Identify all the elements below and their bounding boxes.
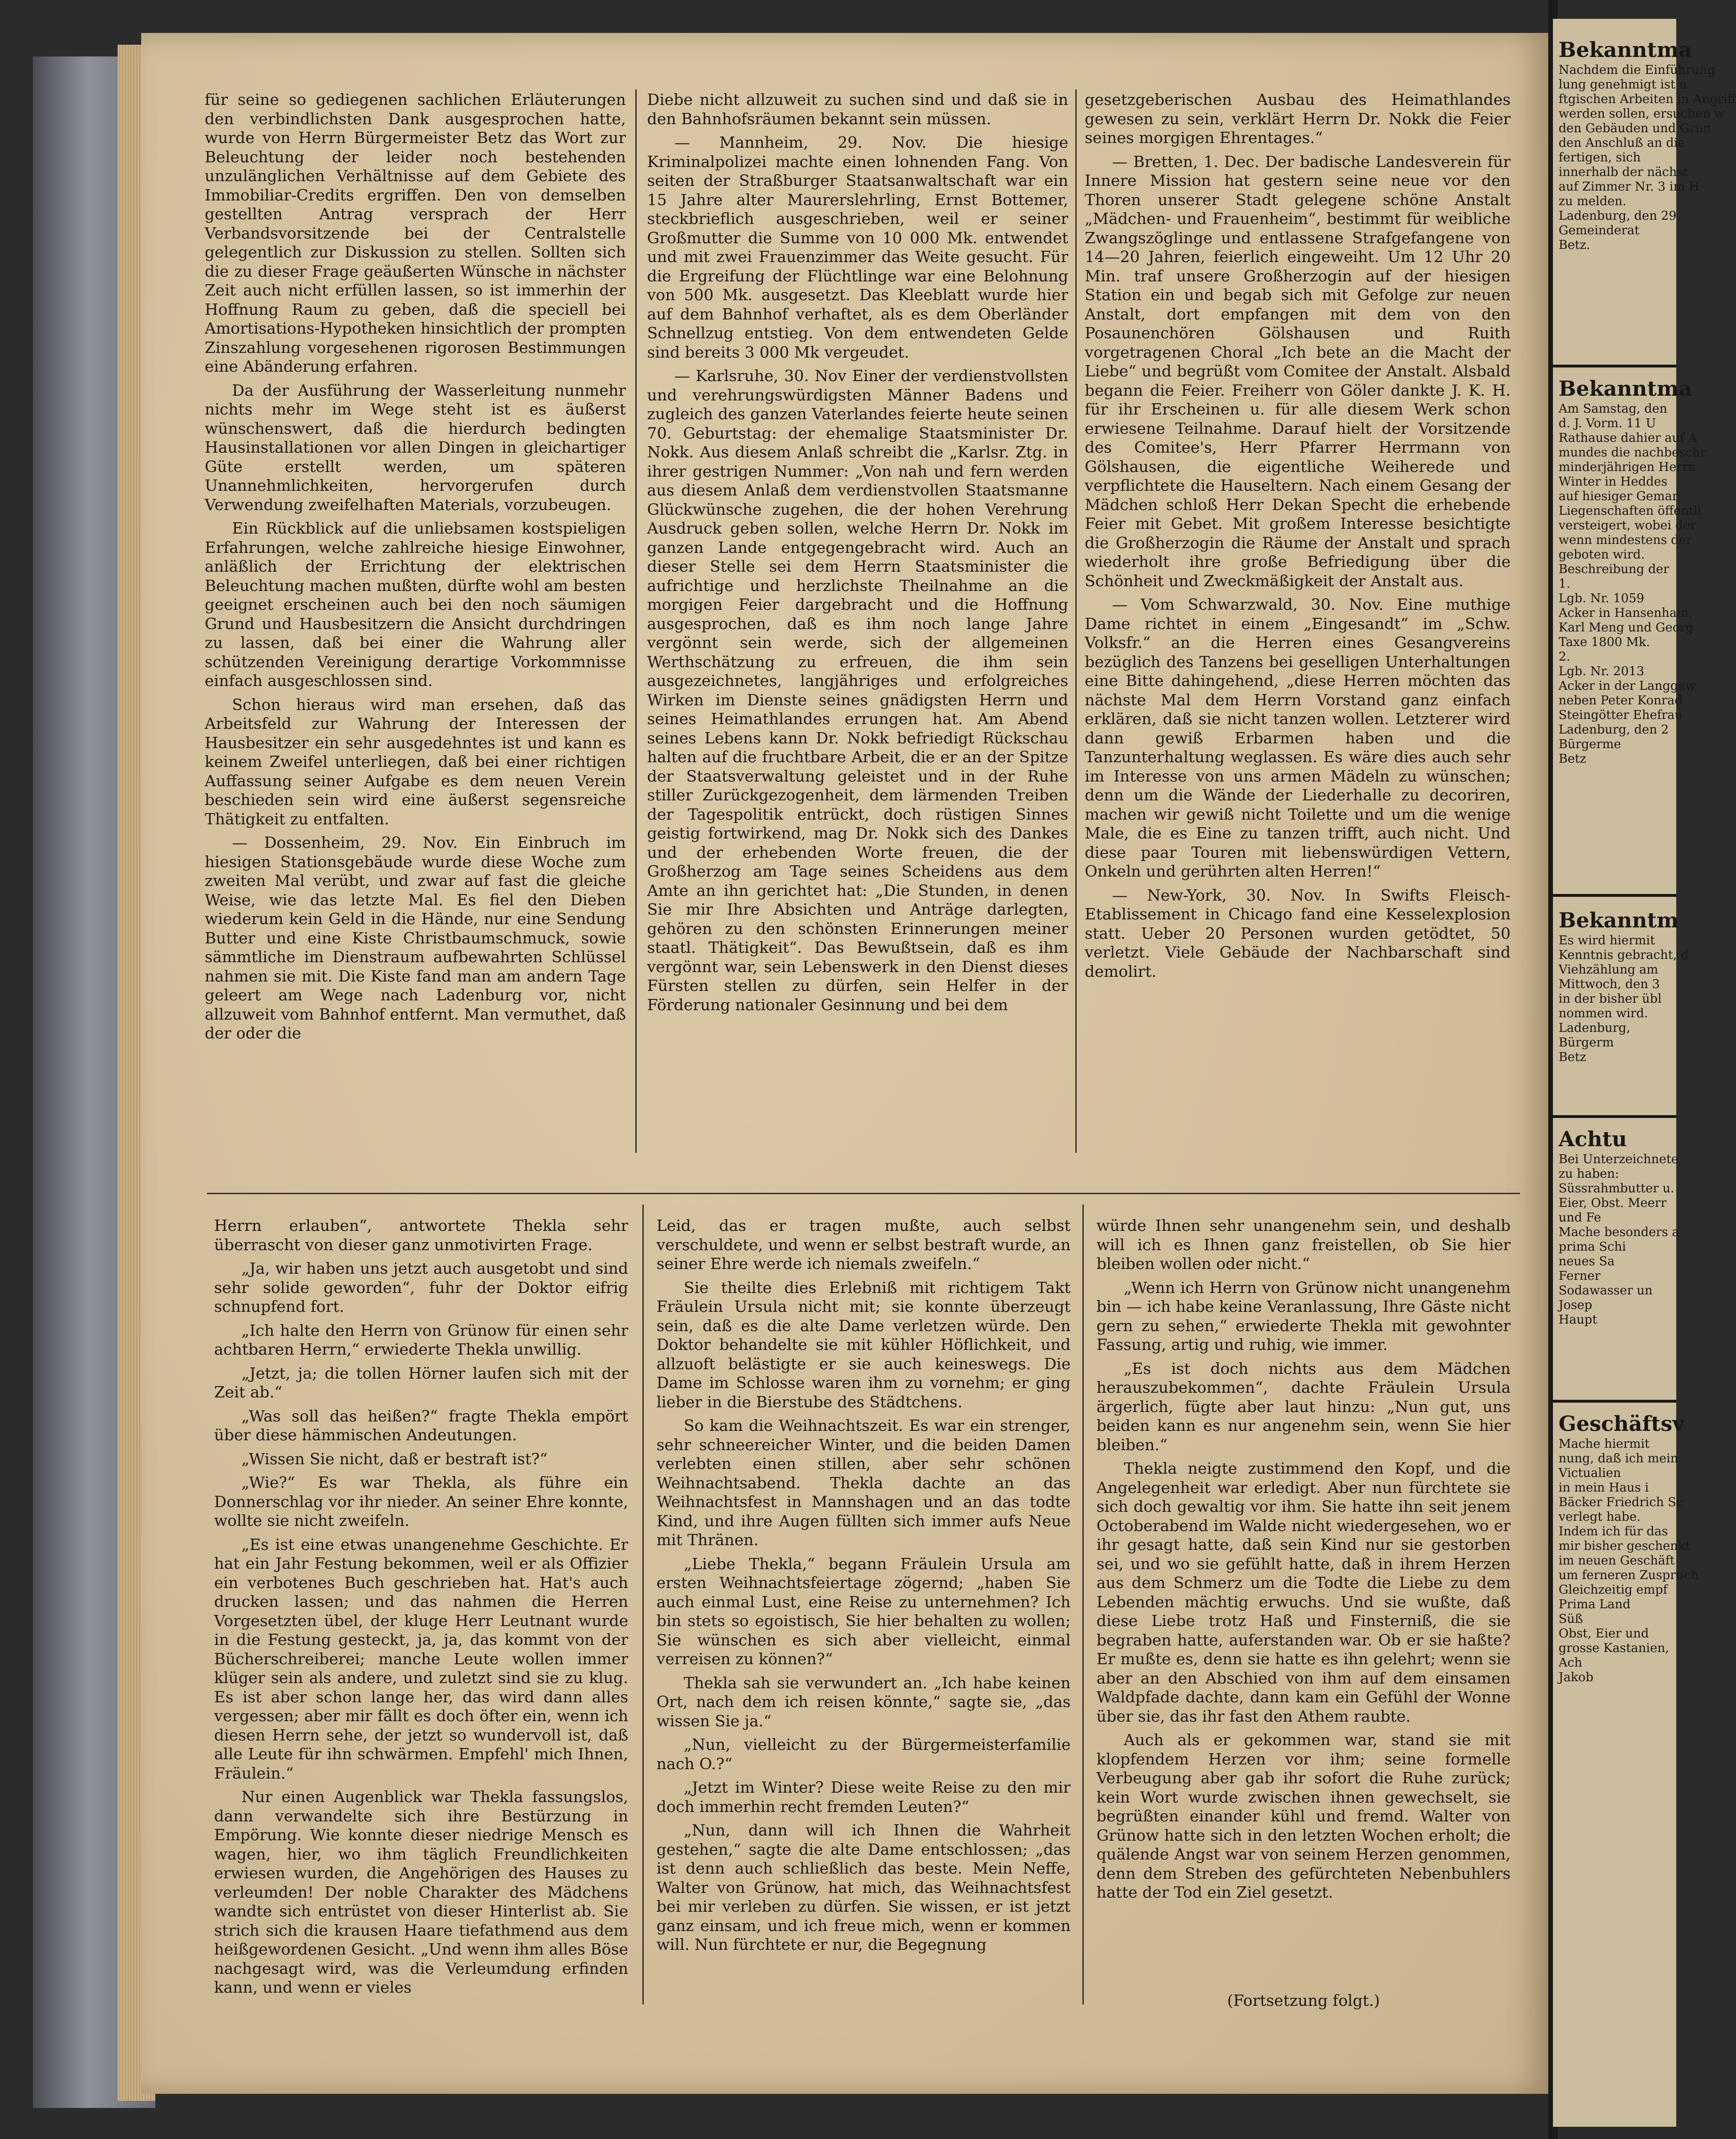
notice-divider: [1553, 1400, 1676, 1403]
paragraph: Herrn erlauben“, antwortete Thekla sehr überrascht von dieser ganz unmotivirten Frage.: [214, 1216, 628, 1254]
lower-column-1: [214, 1216, 628, 2000]
notice-line: Sodawasser un: [1559, 1284, 1653, 1298]
notice-line: Bäcker Friedrich Sc: [1559, 1495, 1683, 1509]
paragraph: So kam die Weihnachtszeit. Es war ein strenger, sehr schneereicher Winter, und die beiden Damen verlebten einen stillen, aber sehr schönen Weihnachtsabend. Thekla dachte an das Weihnachtsfest in Mannshagen und an das todte Kind, und ihre Augen füllten sich immer aufs Neue mit Thränen.: [656, 1416, 1071, 1549]
notice-line: Eier, Obst. Meerr: [1559, 1196, 1667, 1210]
notice-divider: [1553, 365, 1676, 367]
paragraph: — Bretten, 1. Dec. Der badische Landesverein für Innere Mission hat gestern seine neue vor den Thoren unserer Stadt gelegene schöne Anstalt „Mädchen- und Frauenheim“, bestimmt für weibliche Zwangszöglinge und entlassene Strafgefangene von 14—20 Jahren, feierlich eingeweiht. Um 12 Uhr 20 Min. traf unsere Großherzogin auf der hiesigen Station ein und begab sich mit Gefolge zur neuen Anstalt, dort empfangen mit dem von den Posaunenchören Gölshausen und Ruith vorgetragenen Choral „Ich bete an die Macht der Liebe“ und begrüßt vom Comitee der Anstalt. Alsbald begann die Feier. Freiherr von Göler dankte J. K. H. für ihr Erscheinen u. für alle diesem Werk schon erwiesene Teilnahme. Darauf hielt der Vorsitzende des Comitee's, Herr Pfarrer Herrmann von Gölshausen, die eigentliche Weiherede und verpflichtete die Hauseltern. Nach einem Gesang der Mädchen schloß Herr Dekan Specht die erhebende Feier mit Gebet. Mit großem Interesse besichtigte die Großherzogin die Räume der Anstalt und sprach wiederholt ihre große Befriedigung über die Schönheit und Zweckmäßigkeit der Anstalt aus.: [1085, 152, 1511, 590]
notice-line: im neuen Geschäft: [1559, 1554, 1675, 1568]
notice-block-5: [1559, 1412, 1699, 2117]
paragraph: Ein Rückblick auf die unliebsamen kostspieligen Erfahrungen, welche zahlreiche hiesige Einwohner, anläßlich der Errichtung der elektrischen Beleuchtung machen mußten, dürfte wohl am besten geeignet erscheinen auch bei den noch säumigen Grund und Hausbesitzern die Ansicht durchdringen zu lassen, daß bei einer die Wahrung aller schützenden Vereinigung derartige Vorkommnisse einfach ausgeschlossen sind.: [205, 519, 626, 690]
notice-line: in mein Haus i: [1559, 1481, 1649, 1495]
notice-line: Victualien: [1559, 1466, 1621, 1480]
notice-line: Haupt: [1559, 1313, 1598, 1327]
paragraph: Leid, das er tragen mußte, auch selbst verschuldete, und wenn er selbst bestraft wurde, an seiner Ehre werde ich niemals zweifeln.“: [656, 1216, 1071, 1273]
notice-line: Beschreibung der: [1559, 562, 1669, 576]
lower-column-2: [656, 1216, 1071, 2000]
notice-block-1: [1559, 38, 1736, 358]
paragraph: — Vom Schwarzwald, 30. Nov. Eine muthige Dame richtet in einem „Eingesandt“ im „Schw. Volksfr.“ an die Herren eines Gesangvereins bezüglich des Tanzens bei geselligen Unterhaltungen eine Bitte dahingehend, „diese Herren möchten das nächste Mal dem Herrn Vorstand ganz einfach erklären, daß sie nicht tanzen wollen. Letzterer wird dann gewiß Erbarmen haben und die Tanzunterhaltung weglassen. Es wäre dies auch sehr im Interesse von uns armen Mädeln zu wünschen; denn um die Wände der Liederhalle zu decoriren, machen wir gewiß nicht Toilette und um die wenige Male, die es Eine zu tanzen trifft, auch nicht. Und diese paar Touren mit liebenswürdigen Vettern, Onkeln und gerührten alten Herren!“: [1085, 595, 1511, 880]
notice-line: Lgb. Nr. 1059: [1559, 591, 1645, 606]
notice-title: Bekanntma: [1559, 38, 1692, 62]
notice-line: Winter in Heddes: [1559, 475, 1668, 489]
notice-title: Bekanntma: [1559, 377, 1692, 401]
notice-line: und Fe: [1559, 1211, 1601, 1225]
notice-line: Kenntnis gebracht, d: [1559, 948, 1689, 962]
notice-line: auf Zimmer Nr. 3 im H: [1559, 180, 1700, 194]
paragraph: — New-York, 30. Nov. In Swifts Fleisch-Etablissement in Chicago fand eine Kesselexplosion statt. Ueber 20 Personen wurden getödtet, 50 verletzt. Viele Gebäude der Nachbarschaft sind demolirt.: [1085, 886, 1511, 981]
paragraph: Auch als er gekommen war, stand sie mit klopfendem Herzen vor ihm; seine formelle Verbeugung aber gab ihr sofort die Ruhe zurück; kein Wort wurde zwischen ihnen gewechselt, sie begrüßten einander kühl und fremd. Walter von Grünow hatte sich in den letzten Wochen erholt; die quälende Angst war von seinem Herzen genommen, denn dem Streben des gefürchteten Nebenbuhlers hatte der Tod ein Ziel gesetzt.: [1096, 1731, 1511, 1901]
upper-column-3: [1085, 90, 1511, 1151]
paragraph: würde Ihnen sehr unangenehm sein, und deshalb will ich es Ihnen ganz freistellen, ob Sie hier bleiben wollen oder nicht.“: [1096, 1216, 1511, 1273]
notice-line: Prima Land: [1559, 1597, 1631, 1612]
notice-line: Süß: [1559, 1612, 1583, 1626]
paragraph: Thekla sah sie verwundert an. „Ich habe keinen Ort, nach dem ich reisen könnte,“ sagte sie, „das wissen Sie ja.“: [656, 1673, 1071, 1730]
notice-title: Bekanntm: [1559, 909, 1679, 933]
notice-divider: [1553, 894, 1676, 897]
notice-line: Josep: [1559, 1298, 1592, 1312]
notice-line: nung, daß ich mein: [1559, 1452, 1679, 1466]
notice-line: Acker in der Langgew: [1559, 679, 1696, 693]
notice-line: Bürgerm: [1559, 1036, 1614, 1050]
notice-line: Nachdem die Einführung: [1559, 63, 1715, 77]
notice-line: neben Peter Konrad: [1559, 694, 1683, 708]
notice-line: Gleichzeitig empf: [1559, 1583, 1668, 1597]
paragraph: „Liebe Thekla,“ begann Fräulein Ursula am ersten Weihnachtsfeiertage zögernd; „haben Sie auch einmal Lust, eine Reise zu unternehmen? Ich bin stets so egoistisch, Sie hier behalten zu wollen; Sie wünschen es sich aber vielleicht, einmal verreisen zu können?“: [656, 1554, 1071, 1668]
notice-line: Viehzählung am: [1559, 963, 1658, 977]
notice-line: ftgischen Arbeiten in Angriff: [1559, 92, 1736, 106]
paragraph: „Jetzt im Winter? Diese weite Reise zu den mir doch immerhin recht fremden Leuten?“: [656, 1778, 1071, 1816]
section-divider: [207, 1193, 1520, 1194]
notice-line: Obst, Eier und: [1559, 1627, 1649, 1641]
column-divider: [635, 89, 637, 1153]
notice-line: Karl Meng und Georg: [1559, 621, 1694, 635]
notice-line: zu melden.: [1559, 194, 1627, 208]
column-divider: [642, 1205, 644, 2004]
paragraph: Schon hieraus wird man ersehen, daß das Arbeitsfeld zur Wahrung der Interessen der Hausbesitzer ein sehr ausgedehntes ist und kann es keinem Zweifel unterliegen, daß bei einer richtigen Auffassung seiner Aufgabe es dem neuen Verein beschieden sein wird eine äußerst segensreiche Thätigkeit zu entfalten.: [205, 695, 626, 828]
paragraph: Thekla neigte zustimmend den Kopf, und die Angelegenheit war erledigt. Aber nun fürchtete sie sich doch gewaltig vor ihm. Sie hatte ihn seit jenem Octoberabend im Walde nicht wiedergesehen, wo er ihr gesagt hatte, daß sein Kind nur sie gestorben sei, und wo sie gefühlt hatte, daß in ihrem Herzen aus dem Schmerz um die Todte die Liebe zu dem Lebenden mächtig erwuchs. Und sie wußte, daß diese Liebe trotz Haß und Finsterniß, die sie begraben hatte, auferstanden war. Ob er sie haßte? Er mußte es, denn sie hatte es ihn gelehrt; wenn sie aber an den Abschied von ihm auf dem einsamen Waldpfade dachte, dann kam ein Gefühl der Wonne über sie, das ihr fast den Athem raubte.: [1096, 1459, 1511, 1725]
paragraph: „Was soll das heißen?“ fragte Thekla empört über diese hämmischen Andeutungen.: [214, 1406, 628, 1444]
paragraph: für seine so gediegenen sachlichen Erläuterungen den verbindlichsten Dank ausgesprochen hatte, wurde von Herrn Bürgermeister Betz das Wort zur Beleuchtung der leider noch bestehenden unzulänglichen Verhältnisse auf dem Gebiete des Immobiliar-Credits ergriffen. Den von demselben gestellten Antrag versprach der Herr Verbandsvorsitzende bei der Centralstelle gelegentlich zur Diskussion zu stellen. Sollten sich die zu dieser Frage geäußerten Wünsche in nächster Zeit auch nicht erfüllen lassen, so ist immerhin der Hoffnung Raum zu geben, daß die speciell bei Amortisations-Hypotheken hinsichtlich der prompten Zinszahlung vorgesehenen rigorosen Bestimmungen eine Abänderung erfahren.: [205, 90, 626, 375]
notice-line: Betz: [1559, 752, 1586, 766]
notice-line: Ach: [1559, 1656, 1583, 1670]
next-page-strip: [1553, 19, 1736, 2127]
notice-line: innerhalb der nächst: [1559, 165, 1688, 179]
notice-line: Süssrahmbutter u.: [1559, 1181, 1674, 1196]
column-divider: [1075, 89, 1077, 1153]
notice-line: Acker in Hansenhain,: [1559, 606, 1693, 620]
notice-line: grosse Kastanien,: [1559, 1641, 1669, 1655]
paragraph: — Mannheim, 29. Nov. Die hiesige Kriminalpolizei machte einen lohnenden Fang. Von seiten der Straßburger Staatsanwaltschaft war ein 15 Jahre alter Maurerslehrling, Ernst Bottemer, steckbrieflich ausgeschrieben, weil er seiner Großmutter die Summe von 10 000 Mk. entwendet und mit zwei Frauenzimmer das Weite gesucht. Für die Ergreifung der Flüchtlinge war eine Belohnung von 500 Mk. ausgesetzt. Das Kleeblatt wurde hier auf dem Bahnhof verhaftet, als es dem Oberländer Schnellzug entstieg. Von dem entwendeten Gelde sind bereits 3 000 Mk vergeudet.: [647, 133, 1068, 361]
paragraph: gesetzgeberischen Ausbau des Heimathlandes gewesen zu sein, verklärt Herrn Dr. Nokk die Feier seines morgigen Ehrentages.“: [1085, 90, 1511, 147]
notice-line: Bürgerme: [1559, 737, 1621, 751]
notice-line: d. J. Vorm. 11 U: [1559, 416, 1656, 431]
paragraph: Da der Ausführung der Wasserleitung nunmehr nichts mehr im Wege steht ist es äußerst wünschenswert, daß die hierdurch bedingten Hausinstallationen vor allen Dingen in gleichartiger Güte erstellt werden, um späteren Unannehmlichkeiten, hervorgerufen durch Verwendung zweifelhaften Materials, vorzubeugen.: [205, 381, 626, 514]
notice-line: mir bisher geschenkt: [1559, 1539, 1690, 1553]
notice-block-3: [1559, 908, 1689, 1106]
paragraph: — Karlsruhe, 30. Nov Einer der verdienstvollsten und verehrungswürdigsten Männer Badens und zugleich des ganzen Vaterlandes feierte heute seinen 70. Geburtstag: der ehemalige Staatsminister Dr. Nokk. Aus diesem Anlaß schreibt die „Karlsr. Ztg. in ihrer gestrigen Nummer: „Von nah und fern werden aus diesem Anlaß dem verdienstvollen Staatsmanne Glückwünsche zugehen, die der hohen Verehrung Ausdruck geben sollen, welche Herrn Dr. Nokk im ganzen Lande entgegengebracht wird. Auch an dieser Stelle sei dem Herrn Staatsminister die aufrichtige und herzlichste Theilnahme an die morgigen Feier dargebracht und die Hoffnung ausgesprochen, daß es ihm noch lange Jahre vergönnt sein werde, sich der allgemeinen Werthschätzung zu erfreuen, die ihm sein ausgezeichnetes, langjähriges und erfolgreiches Wirken im Dienste seines gnädigsten Herrn und seines Heimathlandes errungen hat. Am Abend seines Lebens kann Dr. Nokk befriedigt Rückschau halten auf die fruchtbare Arbeit, die er an der Spitze der Staatsverwaltung geleistet und in der Ruhe stiller Zurückgezogenheit, dem lärmenden Treiben der Tagespolitik entrückt, doch rüstigen Sinnes geistig fortwirkend, mag Dr. Nokk sich des Dankes und der erhebenden Worte freuen, die der Großherzog am Tage seines Scheidens aus dem Amte an ihn gerichtet hat: „Die Stunden, in denen Sie mir Ihre Absichten und Anträge darlegten, gehören zu den schönsten Erinnerungen meiner staatl. Thätigkeit“. Das Bewußtsein, daß es ihm vergönnt war, sein Lebenswerk in den Dienst dieses Fürsten stellen zu dürfen, sein Helfer in der Förderung nationaler Gesinnung und bei dem: [647, 367, 1068, 1014]
notice-line: minderjährigen Herrn: [1559, 460, 1696, 474]
notice-line: Ladenburg,: [1559, 1021, 1631, 1035]
notice-line: Betz: [1559, 1050, 1586, 1064]
notice-line: in der bisher übl: [1559, 992, 1662, 1006]
notice-line: Es wird hiermit: [1559, 934, 1655, 948]
paragraph: Sie theilte dies Erlebniß mit richtigem Takt Fräulein Ursula nicht mit; sie konnte überzeugt sein, daß es die alte Dame verletzen würde. Den Doktor behandelte sie mit kühler Höflichkeit, und allzuoft belästigte er sie auch keineswegs. Die Dame im Schlosse waren ihm zu vornehm; er ging lieber in die Bierstube des Städtchens.: [656, 1278, 1071, 1411]
notice-line: versteigert, wobei der: [1559, 519, 1696, 533]
paragraph: Diebe nicht allzuweit zu suchen sind und daß sie in den Bahnhofsräumen bekannt sein müssen.: [647, 90, 1068, 128]
paragraph: „Ja, wir haben uns jetzt auch ausgetobt und sind sehr solide geworden“, fuhr der Doktor eifrig schnupfend fort.: [214, 1259, 628, 1316]
notice-line: neues Sa: [1559, 1254, 1615, 1269]
notice-line: um ferneren Zuspruch: [1559, 1568, 1699, 1582]
notice-line: Ladenburg, den 29.: [1559, 209, 1680, 223]
paragraph: „Nun, dann will ich Ihnen die Wahrheit gestehen,“ sagte die alte Dame entschlossen; „das ist denn auch schließlich das beste. Mein Neffe, Walter von Grünow, hat mich, das Weihnachtsfest bei mir verleben zu dürfen. Sie wissen, er ist jetzt ganz einsam, und ich freue mich, wenn er kommen will. Nun fürchtete er nur, die Begegnung: [656, 1821, 1071, 1954]
paragraph: Nur einen Augenblick war Thekla fassungslos, dann verwandelte sich ihre Bestürzung in Empörung. Wie konnte dieser niedrige Mensch es wagen, hier, wo ihm täglich Freundlichkeiten erwiesen wurden, die Angehörigen des Hauses zu verleumden! Der noble Charakter des Mädchens wandte sich entrüstet von dieser Hinterlist ab. Sie strich sich die krausen Haare tiefathmend aus dem heißgewordenen Gesicht. „Und wenn ihm alles Böse nachgesagt wird, was die Verleumdung erfinden kann, und wenn er vieles: [214, 1788, 628, 1996]
notice-line: Gemeinderat: [1559, 223, 1640, 238]
paragraph: — Dossenheim, 29. Nov. Ein Einbruch im hiesigen Stationsgebäude wurde diese Woche zum zweiten Mal verübt, und zwar auf fast die gleiche Weise, wie das letzte Mal. Es fiel den Dieben wiederum kein Geld in die Hände, nur eine Sendung Butter und eine Kiste Christbaumschmuck, sowie sämmtliche im Dienstraum aufbewahrten Schlüssel nahmen sie mit. Die Kiste fand man am andern Tage geleert am Wege nach Ladenburg vor, nicht allzuweit vom Bahnhof entfernt. Man vermuthet, daß der oder die: [205, 833, 626, 1042]
notice-block-4: [1559, 1127, 1680, 1390]
notice-line: 1.: [1559, 577, 1570, 591]
notice-line: Taxe 1800 Mk.: [1559, 635, 1650, 649]
upper-column-2: [647, 90, 1068, 1151]
notice-line: Mittwoch, den 3: [1559, 977, 1660, 991]
paragraph: „Wie?“ Es war Thekla, als führe ein Donnerschlag vor ihr nieder. An seiner Ehre konnte, wollte sie nicht zweifeln.: [214, 1473, 628, 1530]
notice-line: Indem ich für das: [1559, 1524, 1668, 1539]
notice-divider: [1553, 1115, 1676, 1118]
notice-line: Liegenschaften öffentli: [1559, 504, 1702, 518]
paragraph: „Wissen Sie nicht, daß er bestraft ist?“: [241, 1449, 548, 1468]
notice-line: Steingötter Ehefrau: [1559, 708, 1683, 722]
upper-column-1: [205, 90, 626, 1151]
notice-line: verlegt habe.: [1559, 1510, 1641, 1524]
notice-line: den Anschluß an die: [1559, 136, 1685, 150]
notice-line: Ladenburg, den 2: [1559, 723, 1669, 737]
paragraph: „Es ist eine etwas unangenehme Geschichte. Er hat ein Jahr Festung bekommen, weil er als Offizier ein verbotenes Buch geschrieben hat. Hat's auch drucken lassen; und das nahmen die Herren Vorgesetzten übel, der kluge Herr Leutnant wurde in die Festung gesteckt, ja, ja, das kommt von der Bücherschreiberei; manche Leute wollen immer klüger sein als andere, und zuletzt sind sie zu klug. Es ist aber schon lange her, das wird dann alles vergessen; aber mir fällt es doch öfter ein, wenn ich diesen Herrn sehe, der jetzt so wundervoll ist, daß alle Leute für ihn schwärmen. Empfehl' mich Ihnen, Fräulein.“: [214, 1535, 628, 1782]
notice-line: geboten wird.: [1559, 548, 1645, 562]
notice-line: Lgb. Nr. 2013: [1559, 664, 1645, 678]
notice-line: mundes die nachbeschr: [1559, 446, 1706, 460]
notice-line: prima Schi: [1559, 1240, 1626, 1254]
notice-line: Rathause dahier auf A: [1559, 431, 1697, 445]
notice-line: wenn mindestens der: [1559, 533, 1692, 547]
continuation-note: (Fortsetzung folgt.): [1227, 1991, 1380, 2010]
notice-line: auf hiesiger Gemar: [1559, 489, 1678, 503]
notice-line: den Gebäuden und Grun: [1559, 121, 1712, 136]
paragraph: „Jetzt, ja; die tollen Hörner laufen sich mit der Zeit ab.“: [214, 1364, 628, 1401]
paragraph: „Ich halte den Herrn von Grünow für einen sehr achtbaren Herrn,“ erwiederte Thekla unwillig.: [214, 1321, 628, 1358]
notice-block-2: [1559, 376, 1706, 885]
notice-line: 2.: [1559, 650, 1570, 664]
paragraph: „Nun, vielleicht zu der Bürgermeisterfamilie nach O.?“: [656, 1735, 1071, 1773]
notice-line: Ferner: [1559, 1269, 1600, 1283]
lower-column-3: [1096, 1216, 1511, 1983]
paragraph: „Es ist doch nichts aus dem Mädchen herauszubekommen“, dachte Fräulein Ursula ärgerlich, fügte aber laut hinzu: „Nun gut, uns beiden kann es nur angenehm sein, wenn Sie hier bleiben.“: [1096, 1359, 1511, 1454]
notice-line: Mache hiermit: [1559, 1437, 1650, 1451]
paragraph: „Wenn ich Herrn von Grünow nicht unangenehm bin — ich habe keine Veranlassung, Ihre Gäste nicht gern zu sehen,“ erwiederte Thekla mit gewohnter Fassung, artig und ruhig, wie immer.: [1096, 1278, 1511, 1354]
notice-title: Achtu: [1559, 1127, 1627, 1151]
notice-line: Betz.: [1559, 238, 1590, 252]
notice-line: Jakob: [1559, 1670, 1593, 1684]
notice-line: Mache besonders a: [1559, 1225, 1680, 1239]
notice-line: nommen wird.: [1559, 1006, 1648, 1021]
notice-line: lung genehmigt ist u: [1559, 78, 1688, 92]
notice-line: zu haben:: [1559, 1167, 1619, 1181]
notice-line: Bei Unterzeichnete: [1559, 1152, 1679, 1166]
notice-line: werden sollen, ersuchen w: [1559, 107, 1725, 121]
notice-line: fertigen, sich: [1559, 151, 1641, 165]
notice-line: Am Samstag, den: [1559, 402, 1667, 416]
column-divider: [1082, 1205, 1084, 2004]
notice-title: Geschäftsv: [1559, 1412, 1685, 1436]
